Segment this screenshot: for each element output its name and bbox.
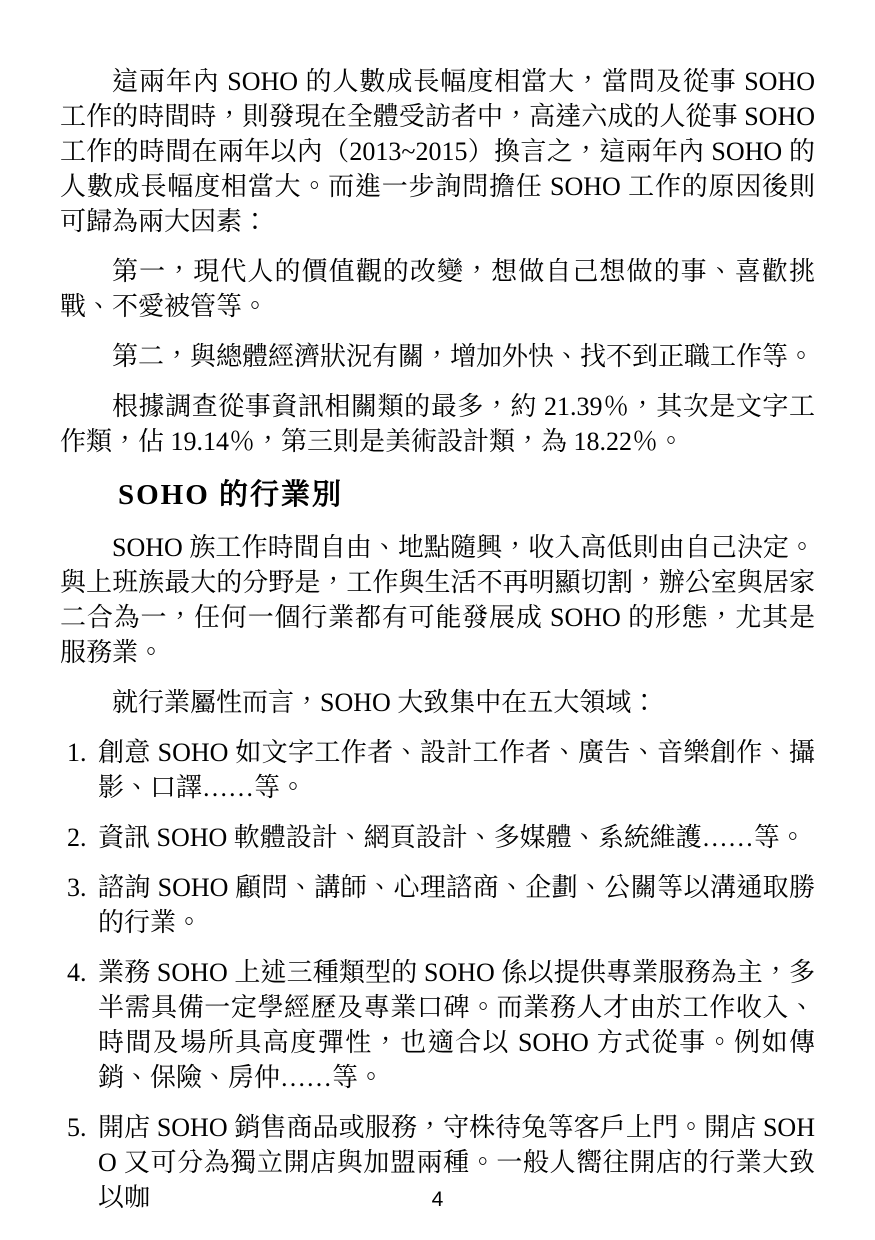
list-item-number: 4. (67, 958, 87, 987)
list-item-number: 5. (67, 1113, 87, 1142)
page-footer (0, 1188, 875, 1212)
list-item-info-soho (60, 820, 815, 855)
list-item-sales-soho (60, 955, 815, 1095)
paragraph-category-statistics: 根據調查從事資訊相關類的最多，約 21.39％，其次是文字工作類，佔 19.14％，第三則是美術設計類，為 18.22％。 (60, 392, 815, 456)
industry-list (60, 735, 815, 1215)
list-item-number: 3. (67, 873, 87, 902)
list-item-text: 資訊 SOHO 軟體設計、網頁設計、多媒體、系統維護……等。 (98, 823, 806, 852)
page-number: 4 (431, 1188, 444, 1211)
list-item-consulting-soho (60, 870, 815, 940)
section-heading-soho-industries: SOHO 的行業別 (118, 479, 344, 511)
paragraph-soho-lifestyle: SOHO 族工作時間自由、地點隨興，收入高低則由自己決定。與上班族最大的分野是，工作與生活不再明顯切割，辦公室與居家二合為一，任何一個行業都有可能發展成 SOHO 的形態，尤其是服務業。 (60, 533, 815, 667)
list-item-text: 創意 SOHO 如文字工作者、設計工作者、廣告、音樂創作、攝影、口譯……等。 (98, 738, 815, 802)
list-item-creative-soho (60, 735, 815, 805)
list-item-text: 業務 SOHO 上述三種類型的 SOHO 係以提供專業服務為主，多半需具備一定學經歷及專業口碑。而業務人才由於工作收入、時間及場所具高度彈性，也適合以 SOHO 方式從事。例如傳銷、保險、房仲……等。 (98, 958, 815, 1092)
paragraph-five-domains-intro: 就行業屬性而言，SOHO 大致集中在五大領域： (112, 688, 658, 717)
list-item-number: 2. (67, 823, 87, 852)
list-item-number: 1. (67, 738, 87, 767)
list-item-text: 開店 SOHO 銷售商品或服務，守株待兔等客戶上門。開店 SOHO 又可分為獨立開店與加盟兩種。一般人嚮往開店的行業大致以咖 (98, 1113, 815, 1212)
paragraph-factor-one: 第一，現代人的價值觀的改變，想做自己想做的事、喜歡挑戰、不愛被管等。 (60, 257, 815, 321)
document-body (60, 64, 815, 1215)
paragraph-soho-growth: 這兩年內 SOHO 的人數成長幅度相當大，當問及從事 SOHO 工作的時間時，則發現在全體受訪者中，高達六成的人從事 SOHO 工作的時間在兩年以內（2013~2015）換言之，這兩年內 SOHO 的人數成長幅度相當大。而進一步詢問擔任 SOHO 工作的原因後則可歸為兩大因素： (60, 67, 815, 236)
paragraph-factor-two: 第二，與總體經濟狀況有關，增加外快、找不到正職工作等。 (112, 342, 815, 371)
list-item-text: 諮詢 SOHO 顧問、講師、心理諮商、企劃、公關等以溝通取勝的行業。 (98, 873, 815, 937)
